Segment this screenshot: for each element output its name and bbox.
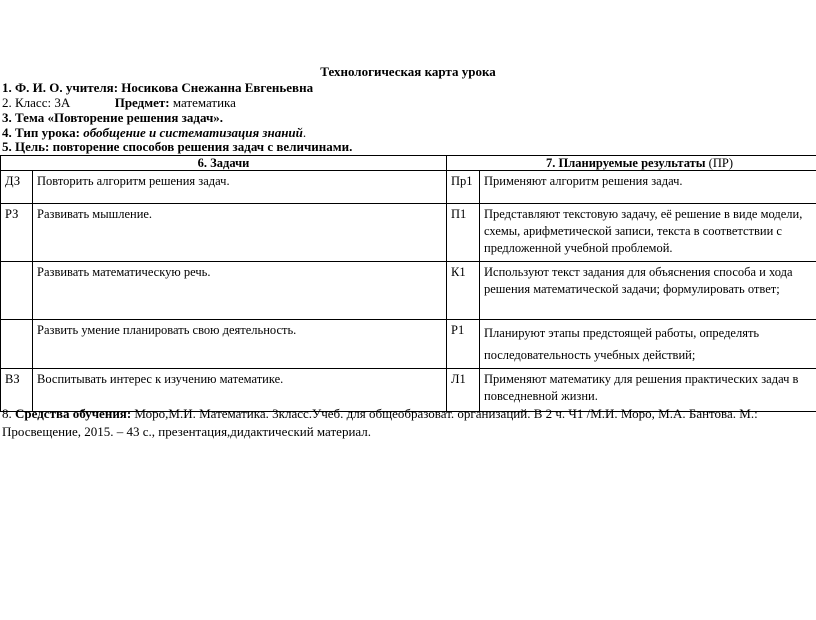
teacher-label: 1. Ф. И. О. учителя:: [2, 80, 119, 95]
row-result-code: Р1: [447, 320, 480, 369]
row-code: [1, 262, 33, 320]
class-label: 2. Класс: 3А: [2, 95, 71, 110]
row-task: Развить умение планировать свою деятельность.: [33, 320, 447, 369]
document-title: Технологическая карта урока: [320, 64, 496, 79]
row-code: РЗ: [1, 204, 33, 262]
means-value: Моро,М.И. Математика. 3класс.Учеб. для общеобразоват. организаций. В 2 ч. Ч1 /М.И. Моро, М.А. Бантова. М.: Просвещение, 2015. – 43 с., презентация,дидактический материал.: [2, 406, 758, 439]
row-result-code: Пр1: [447, 171, 480, 204]
teacher-line: [2, 80, 313, 96]
tasks-header: 6. Задачи: [1, 156, 447, 171]
table-header-row: [1, 156, 816, 171]
lesson-table: [0, 155, 816, 412]
row-code: ДЗ: [1, 171, 33, 204]
row-result: Применяют математику для решения практических задач в повседневной жизни.: [480, 369, 816, 412]
table-row: [1, 171, 816, 204]
results-header-title: 7. Планируемые результаты: [546, 156, 706, 170]
row-result-code: П1: [447, 204, 480, 262]
row-task: Развивать математическую речь.: [33, 262, 447, 320]
table-row: [1, 320, 816, 369]
row-task: Повторить алгоритм решения задач.: [33, 171, 447, 204]
lesson-type-value: обобщение и систематизация знаний: [83, 125, 303, 140]
row-code: [1, 320, 33, 369]
goal-line: 5. Цель: повторение способов решения задач с величинами.: [2, 139, 353, 154]
table-row: [1, 204, 816, 262]
row-result-code: К1: [447, 262, 480, 320]
class-line: [2, 95, 236, 111]
results-header-tail: (ПР): [705, 156, 733, 170]
lesson-type-label: 4. Тип урока:: [2, 125, 80, 140]
table-row: [1, 262, 816, 320]
teaching-means: [2, 405, 812, 441]
row-result: Применяют алгоритм решения задач.: [480, 171, 816, 204]
row-task: Воспитывать интерес к изучению математике.: [33, 369, 447, 412]
row-result-code: Л1: [447, 369, 480, 412]
row-code: ВЗ: [1, 369, 33, 412]
teacher-name: Носикова Снежанна Евгеньевна: [121, 80, 314, 95]
results-header: [447, 156, 816, 171]
topic-line: 3. Тема «Повторение решения задач».: [2, 110, 224, 125]
lesson-type-tail: .: [302, 125, 307, 140]
row-result: Используют текст задания для объяснения способа и хода решения математической задачи; формулировать ответ;: [480, 262, 816, 320]
means-number: 8.: [2, 406, 15, 421]
subject-label: Предмет:: [114, 95, 170, 110]
row-task: Развивать мышление.: [33, 204, 447, 262]
row-result: Планируют этапы предстоящей работы, определять последовательность учебных действий;: [480, 320, 816, 369]
row-result: Представляют текстовую задачу, её решение в виде модели, схемы, арифметической записи, текста в соответствии с предложенной учебной проблемой.: [480, 204, 816, 262]
subject-value: математика: [172, 95, 236, 110]
means-label: Средства обучения:: [15, 406, 132, 421]
